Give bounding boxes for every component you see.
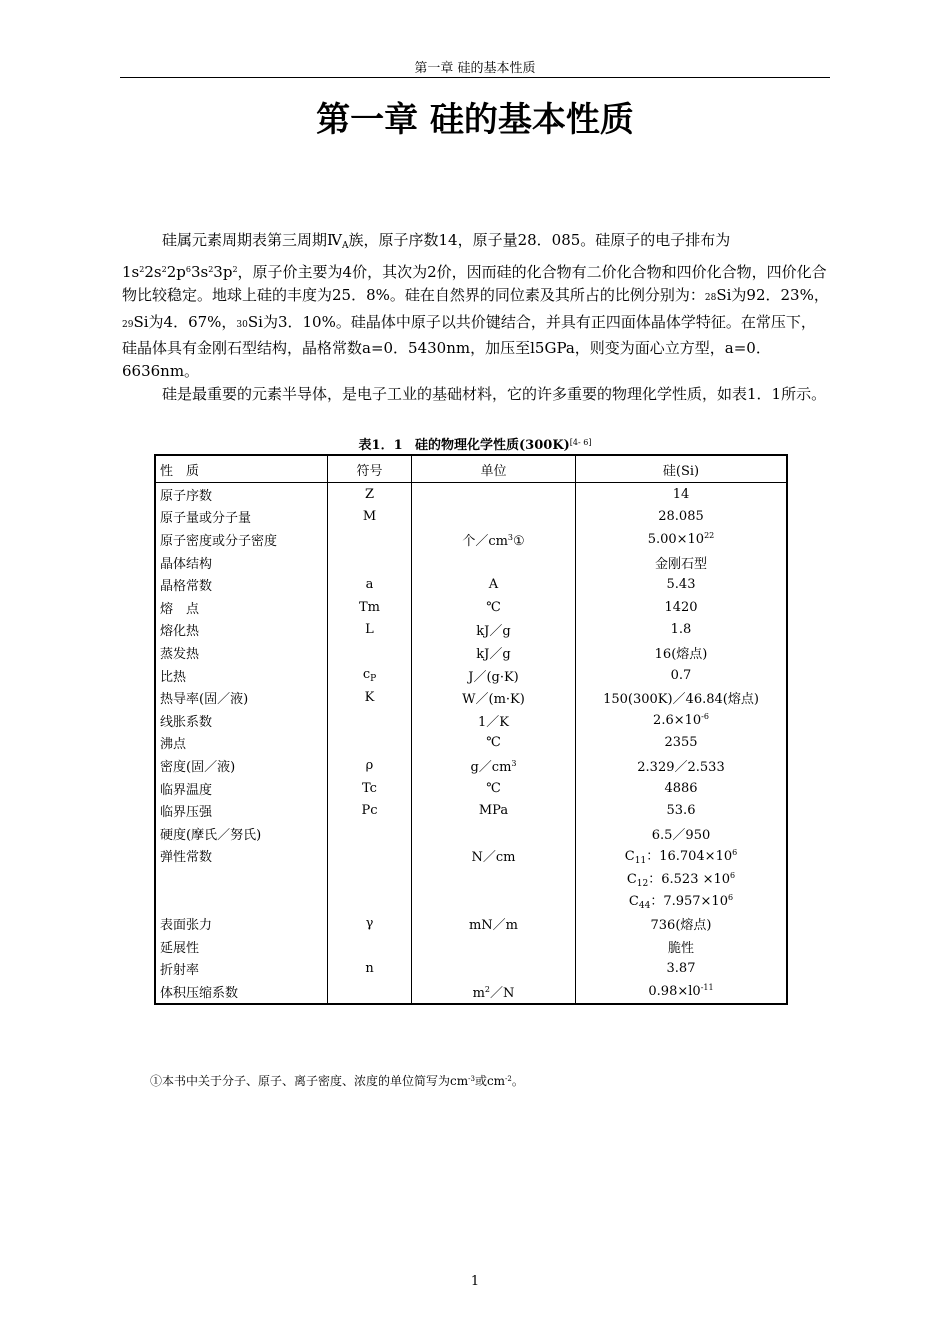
- cell-property: [155, 641, 328, 664]
- property-name: 沸点: [160, 737, 187, 753]
- footnote-sup-2: -2: [505, 1075, 512, 1083]
- table-row: [155, 890, 787, 913]
- value-text: 5.43: [666, 577, 696, 593]
- unit-superscript: 3: [507, 532, 514, 542]
- cell-value: [576, 619, 788, 642]
- table-row: [155, 664, 787, 687]
- property-name: 蒸发热: [160, 646, 200, 662]
- cell-symbol: [328, 573, 412, 596]
- value-superscript: 6: [730, 870, 736, 880]
- cell-value: [576, 732, 788, 755]
- property-name: 密度(固／液): [160, 759, 236, 775]
- cell-unit: [412, 573, 576, 596]
- symbol-text: Pc: [361, 803, 378, 819]
- orbital-sup-2: 2: [161, 265, 167, 275]
- page-number: 1: [470, 1274, 480, 1289]
- table-header-row: [155, 455, 787, 483]
- cell-unit: [412, 867, 576, 890]
- value-prefix: C: [628, 894, 639, 910]
- header-unit: 单位: [412, 455, 576, 483]
- cell-symbol: [328, 867, 412, 890]
- value-text: 0.7: [670, 667, 692, 683]
- cell-unit: [412, 777, 576, 800]
- table-row: [155, 732, 787, 755]
- unit-text: kJ／g: [476, 646, 511, 662]
- footnote-mid: 或cm: [474, 1074, 506, 1088]
- table-row: [155, 822, 787, 845]
- p1-text-e: 3s: [190, 263, 209, 282]
- table-body: [155, 483, 787, 1004]
- value-text: 53.6: [666, 803, 696, 819]
- table-row: [155, 912, 787, 935]
- cell-property: [155, 664, 328, 687]
- cell-value: [576, 890, 788, 913]
- isotope-28-mass: 28: [704, 293, 717, 304]
- unit-text: ℃: [486, 735, 501, 751]
- property-name: 硬度(摩氏／努氏): [160, 827, 262, 843]
- symbol-text: Tc: [362, 780, 377, 796]
- value-text: 2355: [664, 735, 698, 751]
- unit-text: mN／m: [468, 918, 519, 934]
- p1-text-a: 硅属元素周期表第三周期Ⅳ: [162, 231, 342, 249]
- cell-unit: [412, 596, 576, 619]
- cell-value: [576, 867, 788, 890]
- chapter-title: 第一章 硅的基本性质: [316, 100, 634, 140]
- cell-property: [155, 596, 328, 619]
- cell-unit: [412, 664, 576, 687]
- property-name: 折射率: [160, 963, 200, 979]
- symbol-text: γ: [365, 916, 374, 932]
- cell-unit: [412, 845, 576, 868]
- value-prefix: C: [624, 849, 635, 865]
- symbol-text: Z: [364, 486, 375, 502]
- cell-symbol: [328, 551, 412, 574]
- cell-unit: [412, 732, 576, 755]
- value-text: 1420: [664, 599, 698, 615]
- cell-property: [155, 483, 328, 506]
- table-row: [155, 754, 787, 777]
- p1-text-b: 族，原子序数14，原子量28．085。硅原子的电子排布为1s: [122, 231, 731, 282]
- cell-property: [155, 845, 328, 868]
- cell-property: [155, 551, 328, 574]
- table-row: [155, 709, 787, 732]
- symbol-text: M: [362, 509, 377, 525]
- isotope-30-mass: 30: [236, 319, 248, 330]
- cell-value: [576, 799, 788, 822]
- cell-unit: [412, 980, 576, 1004]
- cell-unit: [412, 528, 576, 551]
- value-text: 金刚石型: [654, 556, 707, 572]
- unit-text: ℃: [486, 780, 501, 796]
- property-name: 晶格常数: [160, 579, 213, 595]
- unit-text: MPa: [478, 803, 509, 819]
- cell-symbol: [328, 777, 412, 800]
- cell-property: [155, 822, 328, 845]
- table-row: [155, 506, 787, 529]
- value-text: 28.085: [658, 509, 704, 525]
- unit-text: A: [488, 577, 499, 593]
- table-caption-text: 硅的物理化学性质(300K): [415, 438, 570, 453]
- cell-unit: [412, 822, 576, 845]
- cell-value: [576, 528, 788, 551]
- cell-unit: [412, 754, 576, 777]
- unit-superscript: 2: [484, 984, 491, 994]
- isotope-30-text: Si为3．10%。硅晶体中原子以共价键结合，并具有正四面体晶体学特征。在常压下，硅晶体具有金刚石型结构，晶格常数a=0．5430nm，加压至l5GPa，则变为面心立方型，a=0．6636nm。: [122, 312, 816, 381]
- unit-superscript: 3: [511, 758, 517, 768]
- cell-symbol: [328, 845, 412, 868]
- property-name: 弹性常数: [160, 850, 213, 866]
- value-text: 脆性: [667, 940, 694, 956]
- cell-symbol: [328, 619, 412, 642]
- cell-symbol: [328, 506, 412, 529]
- cell-value: [576, 957, 788, 980]
- unit-text: J／(g·K): [468, 669, 519, 685]
- cell-property: [155, 754, 328, 777]
- orbital-sup-1: 2: [139, 265, 145, 275]
- cell-symbol: [328, 980, 412, 1004]
- symbol-text: ρ: [365, 757, 374, 773]
- header-property: 性 质: [155, 455, 328, 483]
- p1-text-c: 2s: [144, 263, 162, 282]
- cell-symbol: [328, 732, 412, 755]
- value-text: 2.329／2.533: [637, 759, 725, 775]
- isotope-28-text: Si为92．23%，: [716, 286, 829, 305]
- cell-symbol: [328, 641, 412, 664]
- cell-symbol: [328, 957, 412, 980]
- cell-value: [576, 686, 788, 709]
- value-prefix-subscript: 11: [634, 856, 647, 867]
- cell-unit: [412, 551, 576, 574]
- cell-property: [155, 619, 328, 642]
- cell-value: [576, 551, 788, 574]
- unit-text: g／cm: [470, 759, 512, 775]
- value-text: 2.6×10: [653, 713, 702, 729]
- cell-property: [155, 867, 328, 890]
- cell-unit: [412, 641, 576, 664]
- value-text: ：6.523 ×10: [648, 871, 731, 887]
- symbol-text: L: [365, 622, 374, 638]
- table-row: [155, 777, 787, 800]
- symbol-text: K: [364, 690, 375, 706]
- group-subscript: A: [342, 241, 349, 251]
- orbital-sup-4: 2: [208, 265, 214, 275]
- property-name: 熔 点: [160, 601, 200, 617]
- value-text: 14: [672, 486, 690, 502]
- table-row: [155, 935, 787, 958]
- table-row: [155, 799, 787, 822]
- value-superscript: 6: [727, 893, 734, 903]
- value-superscript: -11: [700, 983, 714, 993]
- cell-unit: [412, 957, 576, 980]
- cell-unit: [412, 483, 576, 506]
- table-row: [155, 596, 787, 619]
- property-name: 临界压强: [160, 805, 213, 821]
- symbol-text: n: [365, 961, 374, 977]
- cell-property: [155, 912, 328, 935]
- isotope-29-mass: 29: [122, 319, 134, 330]
- property-name: 线胀系数: [160, 714, 213, 730]
- value-text: 6.5／950: [651, 827, 711, 843]
- cell-symbol: [328, 483, 412, 506]
- cell-unit: [412, 912, 576, 935]
- cell-symbol: [328, 709, 412, 732]
- property-name: 比热: [160, 669, 187, 685]
- header-symbol: 符号: [328, 455, 412, 483]
- header-rule: [120, 77, 830, 78]
- cell-property: [155, 732, 328, 755]
- cell-property: [155, 890, 328, 913]
- paragraph-1: [122, 229, 830, 383]
- cell-unit: [412, 619, 576, 642]
- table-row: [155, 551, 787, 574]
- cell-value: [576, 822, 788, 845]
- unit-text: kJ／g: [476, 624, 511, 640]
- unit-tail: ／N: [490, 985, 515, 1001]
- symbol-text: c: [362, 666, 371, 682]
- value-prefix-subscript: 44: [638, 901, 651, 912]
- symbol-text: a: [365, 577, 374, 593]
- cell-value: [576, 980, 788, 1004]
- table-row: [155, 528, 787, 551]
- orbital-sup-3: 6: [185, 265, 191, 275]
- value-text: 4886: [664, 780, 698, 796]
- cell-symbol: [328, 686, 412, 709]
- property-name: 体积压缩系数: [160, 985, 239, 1001]
- table-row: [155, 980, 787, 1004]
- cell-symbol: [328, 822, 412, 845]
- cell-unit: [412, 799, 576, 822]
- value-text: ：7.957×10: [650, 894, 728, 910]
- property-name: 临界温度: [160, 782, 213, 798]
- value-text: 150(300K)／46.84(熔点): [603, 692, 759, 708]
- value-text: 3.87: [666, 961, 696, 977]
- cell-unit: [412, 890, 576, 913]
- unit-tail: ①: [513, 533, 525, 549]
- table-caption-ref: [4- 6]: [569, 438, 592, 447]
- cell-property: [155, 506, 328, 529]
- table-row: [155, 867, 787, 890]
- unit-text: 个／cm: [462, 533, 508, 549]
- unit-text: W／(m·K): [462, 692, 525, 708]
- value-text: 0.98×l0: [648, 984, 701, 1000]
- value-prefix: C: [626, 871, 637, 887]
- property-name: 原子量或分子量: [160, 511, 252, 527]
- unit-text: 1／K: [478, 714, 509, 730]
- header-value: 硅(Si): [576, 455, 788, 483]
- value-text: 5.00×10: [647, 532, 705, 548]
- cell-symbol: [328, 528, 412, 551]
- cell-value: [576, 483, 788, 506]
- cell-value: [576, 935, 788, 958]
- footnote-text: ①本书中关于分子、原子、离子密度、浓度的单位简写为cm: [150, 1074, 469, 1088]
- value-superscript: 6: [732, 848, 738, 858]
- value-text: 1.8: [670, 622, 692, 638]
- footnote-end: 。: [511, 1074, 524, 1088]
- properties-table: [154, 454, 788, 1005]
- cell-unit: [412, 686, 576, 709]
- cell-value: [576, 912, 788, 935]
- cell-unit: [412, 935, 576, 958]
- orbital-sup-5: 2: [232, 265, 238, 275]
- cell-property: [155, 528, 328, 551]
- property-name: 熔化热: [160, 624, 200, 640]
- cell-symbol: [328, 664, 412, 687]
- cell-symbol: [328, 935, 412, 958]
- body-text: [122, 229, 830, 406]
- cell-value: [576, 573, 788, 596]
- property-name: 延展性: [160, 940, 200, 956]
- table-row: [155, 957, 787, 980]
- cell-unit: [412, 506, 576, 529]
- unit-text: N／cm: [471, 850, 516, 866]
- cell-value: [576, 754, 788, 777]
- table-row: [155, 845, 787, 868]
- cell-property: [155, 957, 328, 980]
- cell-value: [576, 777, 788, 800]
- cell-property: [155, 709, 328, 732]
- cell-unit: [412, 709, 576, 732]
- cell-symbol: [328, 799, 412, 822]
- symbol-subscript: P: [370, 673, 377, 684]
- cell-value: [576, 709, 788, 732]
- cell-value: [576, 506, 788, 529]
- cell-value: [576, 664, 788, 687]
- cell-property: [155, 777, 328, 800]
- property-name: 晶体结构: [160, 556, 213, 572]
- cell-symbol: [328, 890, 412, 913]
- symbol-text: Tm: [359, 599, 380, 615]
- table-caption-label: 表1．1: [358, 438, 403, 453]
- value-superscript: 22: [704, 531, 715, 541]
- p1-text-d: 2p: [166, 263, 186, 282]
- unit-text: m: [472, 985, 485, 1001]
- value-prefix-subscript: 12: [636, 878, 649, 889]
- isotope-29-text: Si为4．67%，: [133, 312, 237, 331]
- cell-property: [155, 799, 328, 822]
- paragraph-2: 硅是最重要的元素半导体，是电子工业的基础材料，它的许多重要的物理化学性质，如表1．1所示。: [162, 385, 827, 404]
- running-header: 第一章 硅的基本性质: [414, 61, 536, 76]
- footnote-sup-1: -3: [468, 1075, 475, 1083]
- table-row: [155, 619, 787, 642]
- cell-symbol: [328, 596, 412, 619]
- cell-value: [576, 641, 788, 664]
- cell-value: [576, 596, 788, 619]
- unit-text: ℃: [486, 599, 501, 615]
- table-caption: [120, 434, 830, 455]
- value-text: 16(熔点): [654, 646, 708, 662]
- cell-symbol: [328, 912, 412, 935]
- property-name: 热导率(固／液): [160, 692, 249, 708]
- cell-symbol: [328, 754, 412, 777]
- value-text: ：16.704×10: [646, 849, 733, 865]
- value-superscript: -6: [701, 712, 709, 722]
- table-row: [155, 483, 787, 506]
- table-row: [155, 573, 787, 596]
- p1-text-g: ，原子价主要为4价，其次为2价，因而硅的化合物有二价化合物和四价化合物，四价化合物比较稳定。地球上硅的丰度为25．8%。硅在自然界的同位素及其所占的比例分别为：: [122, 263, 827, 305]
- property-name: 原子序数: [160, 488, 213, 504]
- cell-value: [576, 845, 788, 868]
- cell-property: [155, 935, 328, 958]
- cell-property: [155, 980, 328, 1004]
- property-name: 原子密度或分子密度: [160, 533, 278, 549]
- p1-text-f: 3p: [213, 263, 233, 282]
- cell-property: [155, 573, 328, 596]
- value-text: 736(熔点): [650, 918, 712, 934]
- footnote: [150, 1070, 524, 1090]
- table-row: [155, 686, 787, 709]
- cell-property: [155, 686, 328, 709]
- table-row: [155, 641, 787, 664]
- property-name: 表面张力: [160, 918, 213, 934]
